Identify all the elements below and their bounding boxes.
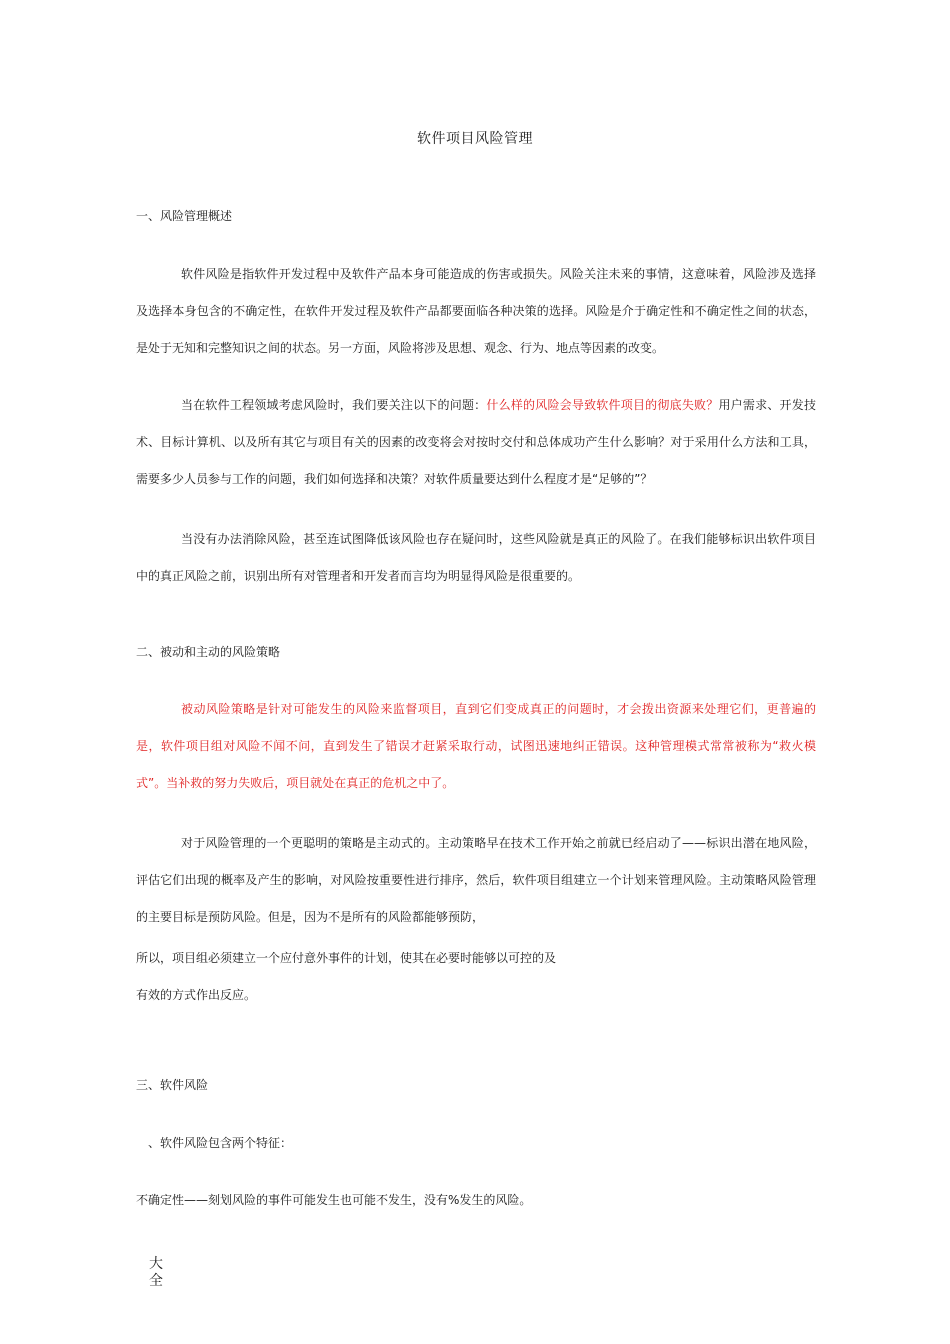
paragraph-2-text-b: 用户需求、开发技术、目标计算机、以及所有其它与项目有关的因素的改变将会对按时交付和总体成功产生什么影响？对于采用什么方法和工具，需要多少人员参与工作的问题，我们如何选择和决策？对软件质量要达到什么程度才是“足够的”？	[136, 398, 816, 486]
section-2-paragraph-3-line-2: 有效的方式作出反应。	[136, 988, 257, 1002]
section-3-heading: 三、软件风险	[136, 1078, 209, 1092]
section-2-paragraph-1: 被动风险策略是针对可能发生的风险来监督项目，直到它们变成真正的问题时，才会拨出资源来处理它们，更普遍的是，软件项目组对风险不闻不问，直到发生了错误才赶紧采取行动，试图迅速地纠正错误。这种管理模式常常被称为“救火模式”。当补救的努力失败后，项目就处在真正的危机之中了。	[136, 702, 816, 790]
section-3-paragraph-1: 不确定性——刻划风险的事件可能发生也可能不发生，没有%发生的风险。	[136, 1193, 532, 1207]
section-2-paragraph-3-line-1: 所以，项目组必须建立一个应付意外事件的计划，使其在必要时能够以可控的及	[136, 951, 557, 965]
section-1-paragraph-3: 当没有办法消除风险，甚至连试图降低该风险也存在疑问时，这些风险就是真正的风险了。在我们能够标识出软件项目中的真正风险之前，识别出所有对管理者和开发者而言均为明显得风险是很重要的。	[136, 532, 816, 583]
section-3-subheading: 、软件风险包含两个特征：	[148, 1136, 293, 1150]
section-1-paragraph-2	[136, 387, 816, 498]
footer-char-1: 大	[149, 1256, 163, 1272]
paragraph-2-highlight: 什么样的风险会导致软件项目的彻底失败？	[486, 398, 719, 412]
footer-mark	[149, 1256, 165, 1290]
section-1-heading: 一、风险管理概述	[136, 209, 233, 223]
document-title: 软件项目风险管理	[417, 131, 533, 147]
section-2-heading: 二、被动和主动的风险策略	[136, 645, 281, 659]
section-2-paragraph-2: 对于风险管理的一个更聪明的策略是主动式的。主动策略早在技术工作开始之前就已经启动了——标识出潜在地风险，评估它们出现的概率及产生的影响，对风险按重要性进行排序，然后，软件项目组建立一个计划来管理风险。主动策略风险管理的主要目标是预防风险。但是，因为不是所有的风险都能够预防，	[136, 836, 816, 924]
footer-char-2: 全	[149, 1273, 163, 1289]
section-1-paragraph-1: 软件风险是指软件开发过程中及软件产品本身可能造成的伤害或损失。风险关注未来的事情，这意味着，风险涉及选择及选择本身包含的不确定性，在软件开发过程及软件产品都要面临各种决策的选择。风险是介于确定性和不确定性之间的状态，是处于无知和完整知识之间的状态。另一方面，风险将涉及思想、观念、行为、地点等因素的改变。	[136, 267, 816, 355]
paragraph-2-text-a: 当在软件工程领域考虑风险时，我们要关注以下的问题：	[181, 398, 487, 412]
